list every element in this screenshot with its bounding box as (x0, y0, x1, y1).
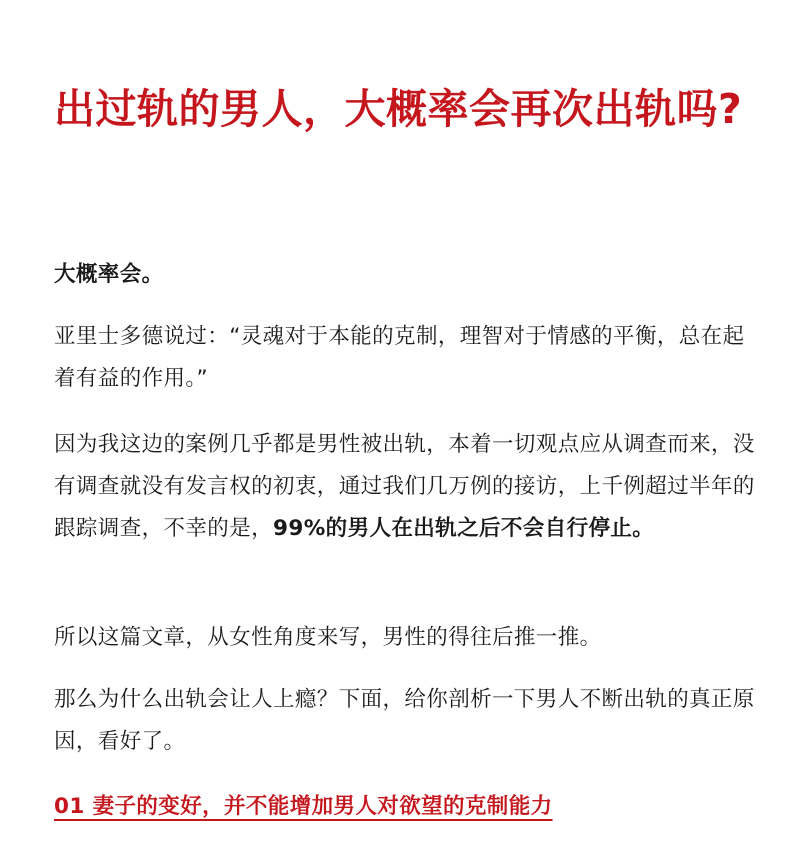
paragraph-research-highlight: 99%的男人在出轨之后不会自行停止。 (273, 516, 655, 541)
article-title: 出过轨的男人，大概率会再次出轨吗? (54, 85, 743, 133)
paragraph-answer: 大概率会。 (54, 262, 164, 287)
paragraph-intro: 那么为什么出轨会让人上瘾？下面，给你剖析一下男人不断出轨的真正原因，看好了。 (54, 687, 755, 754)
paragraph-research (54, 424, 758, 550)
paragraph-perspective: 所以这篇文章，从女性角度来写，男性的得往后推一推。 (54, 625, 602, 650)
paragraph-quote: 亚里士多德说过：“灵魂对于本能的克制，理智对于情感的平衡，总在起着有益的作用。” (54, 324, 745, 391)
section-heading-01: 01 妻子的变好，并不能增加男人对欲望的克制能力 (54, 794, 553, 819)
paragraph-research-text: 因为我这边的案例几乎都是男性被出轨，本着一切观点应从调查而来，没有调查就没有发言权的初衷，通过我们几万例的接访，上千例超过半年的跟踪调查，不幸的是， (54, 432, 755, 541)
